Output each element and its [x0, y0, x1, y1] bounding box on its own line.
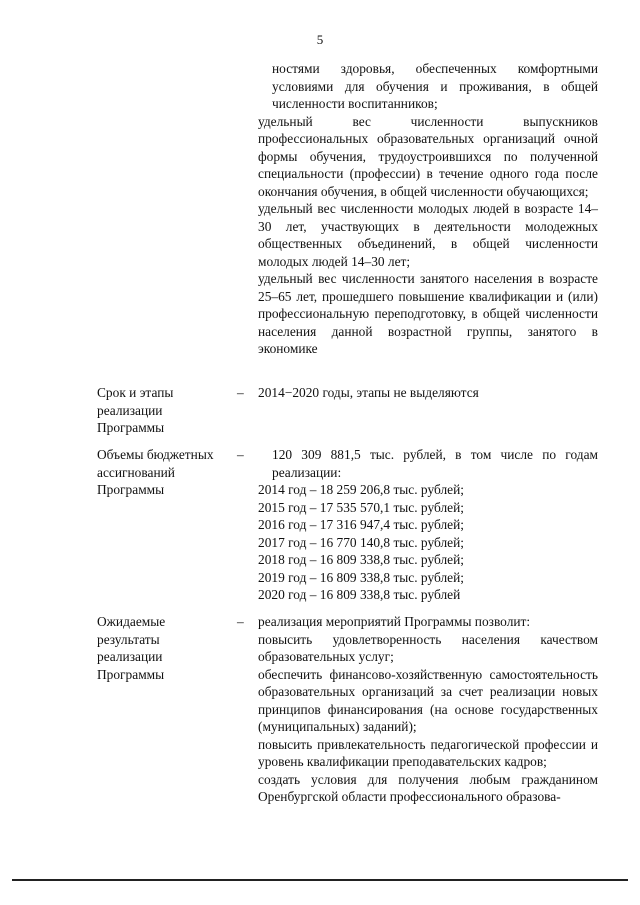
page-number: 5: [316, 32, 324, 47]
label-line: Программы: [97, 482, 165, 497]
section-label-term: [97, 384, 222, 437]
result-item: создать условия для получения любым гражданином Оренбургской области профессионального образова-: [258, 771, 598, 804]
result-item: повысить удовлетворенность населения качеством образовательных услуг;: [258, 631, 598, 664]
result-item: обеспечить финансово-хозяйственную самостоятельность образовательных организаций за счет реализации новых принципов финансирования (на основе государственных (муниципальных) заданий);: [258, 666, 598, 734]
budget-year-line: 2015 год – 17 535 570,1 тыс. рублей;: [258, 499, 464, 515]
indicator-item: удельный вес численности занятого населения в возрасте 25–65 лет, прошедшего повышение квалификации и (или) профессиональную переподготовку, в общей численности населения данной возрастной группы, занятого в экономике: [258, 271, 598, 356]
label-line: реализации: [97, 402, 163, 418]
results-intro: реализация мероприятий Программы позволит:: [258, 614, 531, 629]
section-content-term: [258, 384, 598, 402]
section-dash: –: [237, 447, 244, 462]
section-dash: –: [237, 614, 244, 629]
label-line: результаты: [97, 631, 160, 647]
indicator-item: удельный вес численности молодых людей в возрасте 14–30 лет, участвующих в деятельности молодежных общественных объединений, в общей численности молодых людей 14–30 лет;: [258, 201, 598, 269]
label-line: Программы: [97, 666, 165, 682]
term-text: 2014−2020 годы, этапы не выделяются: [258, 385, 479, 400]
label-line: Объемы бюджетных: [97, 447, 214, 462]
budget-year-line: 2016 год – 17 316 947,4 тыс. рублей;: [258, 517, 464, 532]
bottom-rule: [12, 879, 628, 881]
section-content-budget: [258, 446, 598, 604]
continuation-text: ностями здоровья, обеспеченных комфортными условиями для обучения и проживания, в общей численности воспитанников;: [272, 61, 598, 111]
label-line: Срок и этапы: [97, 385, 174, 400]
label-line: реализации: [97, 649, 163, 664]
budget-intro: 120 309 881,5 тыс. рублей, в том числе по годам реализации:: [272, 447, 598, 480]
budget-year-line: 2020 год – 16 809 338,8 тыс. рублей: [258, 587, 461, 602]
section-label-results: [97, 613, 222, 683]
budget-year-line: 2017 год – 16 770 140,8 тыс. рублей;: [258, 534, 464, 550]
budget-year-line: 2014 год – 18 259 206,8 тыс. рублей;: [258, 482, 464, 497]
section-content-results: [258, 613, 598, 806]
section-dash: –: [237, 385, 244, 400]
budget-year-line: 2019 год – 16 809 338,8 тыс. рублей;: [258, 569, 464, 585]
result-item: повысить привлекательность педагогической профессии и уровень квалификации преподавательских кадров;: [258, 736, 598, 769]
section-label-budget: [97, 446, 222, 499]
budget-year-line: 2018 год – 16 809 338,8 тыс. рублей;: [258, 552, 464, 567]
indicator-item: удельный вес численности выпускников профессиональных образовательных организаций очной формы обучения, трудоустроившихся по полученной специальности (профессии) в течение одного года после окончания обучения, в общей численности обучающихся;: [258, 113, 598, 199]
label-line: Программы: [97, 420, 165, 435]
label-line: ассигнований: [97, 464, 175, 480]
indicators-continuation-block: [258, 60, 598, 358]
label-line: Ожидаемые: [97, 614, 166, 629]
